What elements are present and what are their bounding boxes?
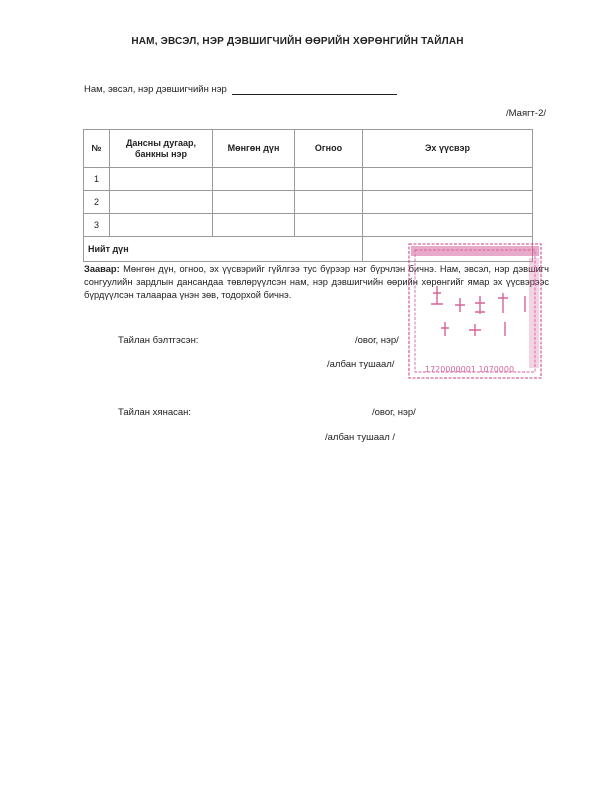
- total-label: Нийт дүн: [84, 237, 363, 262]
- row-number: 3: [84, 214, 110, 237]
- header-source: Эх үүсвэр: [363, 130, 533, 168]
- row-number: 1: [84, 168, 110, 191]
- form-number: /Маягт-2/: [506, 108, 546, 119]
- row-account-cell: [110, 168, 213, 191]
- reviewed-by-position: /албан тушаал /: [325, 432, 396, 443]
- instruction-text: Мөнгөн дүн, огноо, эх үүсвэрийг гүйлгээ тус бүрээр нэг бүрчлэн бичнэ. Нам, эвсэл, нэр дэвшигч сонгуулийн зардлын дансандаа төвлөрүүлсэн нам, нэр дэвшигчийн өөрийн хөрөнгийг ямар эх үүсвэрээс бүрдүүлсэн талаараа үнэн зөв, тодорхой бичнэ.: [84, 264, 549, 300]
- document-title: НАМ, ЭВСЭЛ, НЭР ДЭВШИГЧИЙН ӨӨРИЙН ХӨРӨНГИЙН ТАЙЛАН: [131, 36, 464, 47]
- header-account: Дансны дугаар, банкны нэр: [110, 130, 213, 168]
- row-source-cell: [363, 191, 533, 214]
- row-account-cell: [110, 214, 213, 237]
- table-row: [84, 191, 533, 214]
- table-header-row: [84, 130, 533, 168]
- reviewed-by-label: Тайлан хянасан:: [118, 407, 192, 418]
- table-row: [84, 168, 533, 191]
- row-amount-cell: [213, 214, 295, 237]
- stamp-number: 1720000001 1070000: [425, 365, 515, 374]
- header-amount: Мөнгөн дүн: [213, 130, 295, 168]
- row-source-cell: [363, 168, 533, 191]
- instruction-label: Заавар:: [84, 264, 120, 274]
- row-date-cell: [295, 214, 363, 237]
- header-date: Огноо: [295, 130, 363, 168]
- row-amount-cell: [213, 191, 295, 214]
- party-name-label: Нам, эвсэл, нэр дэвшигчийн нэр: [84, 84, 227, 95]
- row-amount-cell: [213, 168, 295, 191]
- table-row: [84, 214, 533, 237]
- row-date-cell: [295, 168, 363, 191]
- prepared-by-name: /овог, нэр/: [355, 335, 399, 346]
- party-name-blank-line: [232, 84, 397, 95]
- row-source-cell: [363, 214, 533, 237]
- party-name-row: [84, 84, 397, 95]
- row-number: 2: [84, 191, 110, 214]
- row-account-cell: [110, 191, 213, 214]
- header-number: №: [84, 130, 110, 168]
- official-stamp: [405, 238, 545, 383]
- prepared-by-label: Тайлан бэлтгэсэн:: [118, 335, 199, 346]
- reviewed-by-name: /овог, нэр/: [372, 407, 416, 418]
- prepared-by-position: /албан тушаал/: [327, 359, 395, 370]
- row-date-cell: [295, 191, 363, 214]
